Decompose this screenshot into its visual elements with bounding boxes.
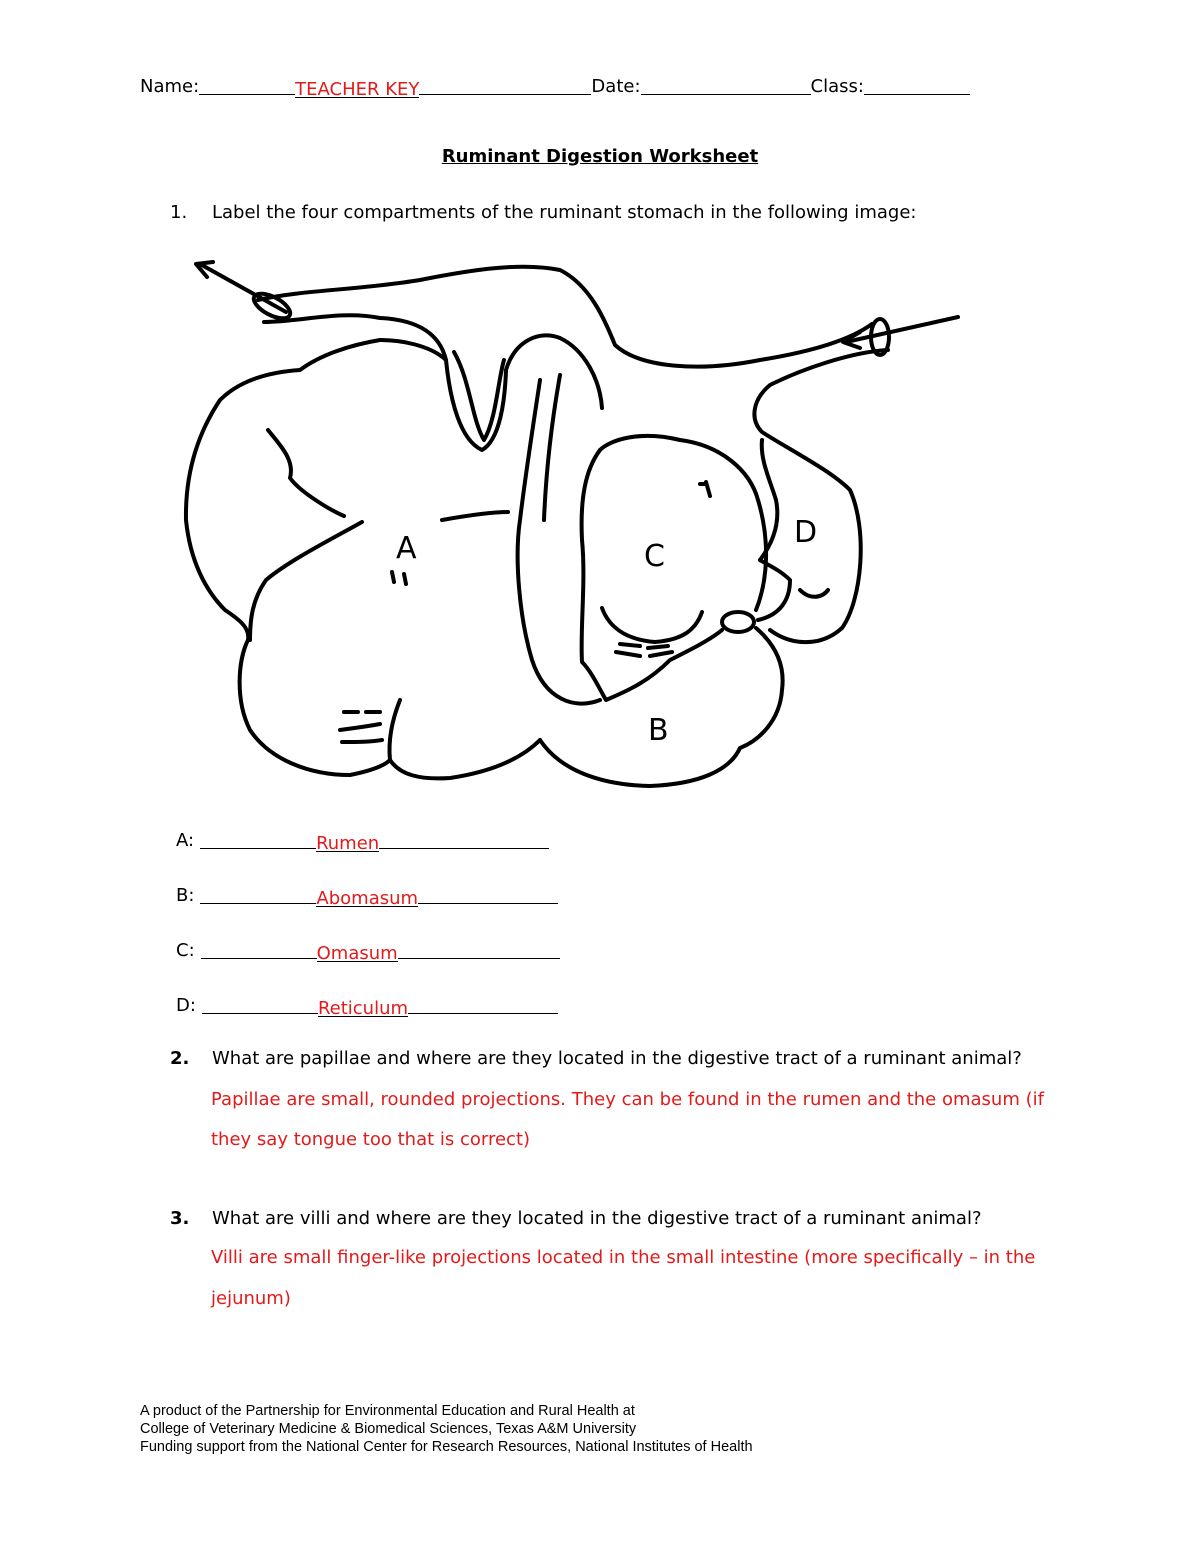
blank-after	[418, 885, 558, 904]
label-c: C	[644, 539, 665, 574]
blank-after	[379, 830, 549, 849]
answer-letter: C:	[176, 940, 195, 961]
answer-letter: D:	[176, 995, 196, 1016]
footer-line1: A product of the Partnership for Environmental Education and Rural Health at	[140, 1403, 635, 1419]
blank-after	[408, 995, 558, 1014]
date-label: Date:	[591, 76, 641, 97]
label-d: D	[794, 515, 818, 550]
answer-row-d	[176, 995, 558, 1017]
label-b: B	[648, 713, 669, 748]
q3-answer-line1: Villi are small finger-like projections located in the small intestine (more specifically – in the	[211, 1247, 1036, 1268]
label-a: A	[396, 531, 417, 566]
answer-row-b	[176, 885, 558, 907]
blank-before	[200, 885, 316, 904]
answer-value[interactable]: Abomasum	[316, 888, 419, 909]
q3-number: 3.	[170, 1208, 190, 1229]
name-value[interactable]: TEACHER KEY	[295, 79, 420, 100]
q1-number: 1.	[170, 202, 188, 223]
omasum-orifice	[722, 612, 754, 632]
answer-value[interactable]: Reticulum	[317, 998, 409, 1019]
answer-value[interactable]: Rumen	[316, 833, 380, 854]
esophagus-arrow-line	[200, 264, 286, 312]
q2-text: What are papillae and where are they located in the digestive tract of a ruminant animal?	[212, 1048, 1022, 1069]
q2-number: 2.	[170, 1048, 190, 1069]
footer-line2: College of Veterinary Medicine & Biomedical Sciences, Texas A&M University	[140, 1421, 637, 1437]
blank-before	[201, 940, 317, 959]
q1-text: Label the four compartments of the ruminant stomach in the following image:	[212, 202, 917, 223]
answer-value[interactable]: Omasum	[316, 943, 398, 964]
blank-before	[202, 995, 318, 1014]
answer-letter: A:	[176, 830, 195, 851]
q2-answer-line2: they say tongue too that is correct)	[211, 1129, 531, 1150]
class-label: Class:	[810, 76, 864, 97]
name-label: Name:	[140, 76, 200, 97]
page-title: Ruminant Digestion Worksheet	[441, 146, 759, 167]
q3-text: What are villi and where are they located in the digestive tract of a ruminant animal?	[212, 1208, 982, 1229]
footer-line3: Funding support from the National Center for Research Resources, National Institutes of Health	[140, 1439, 753, 1455]
answer-row-a	[176, 830, 549, 852]
blank-before	[200, 830, 316, 849]
blank-after	[398, 940, 560, 959]
q3-answer-line2: jejunum)	[211, 1288, 291, 1309]
answer-letter: B:	[176, 885, 195, 906]
answer-row-c	[176, 940, 560, 962]
q2-answer-line1: Papillae are small, rounded projections. They can be found in the rumen and the omasum (if	[211, 1089, 1044, 1110]
